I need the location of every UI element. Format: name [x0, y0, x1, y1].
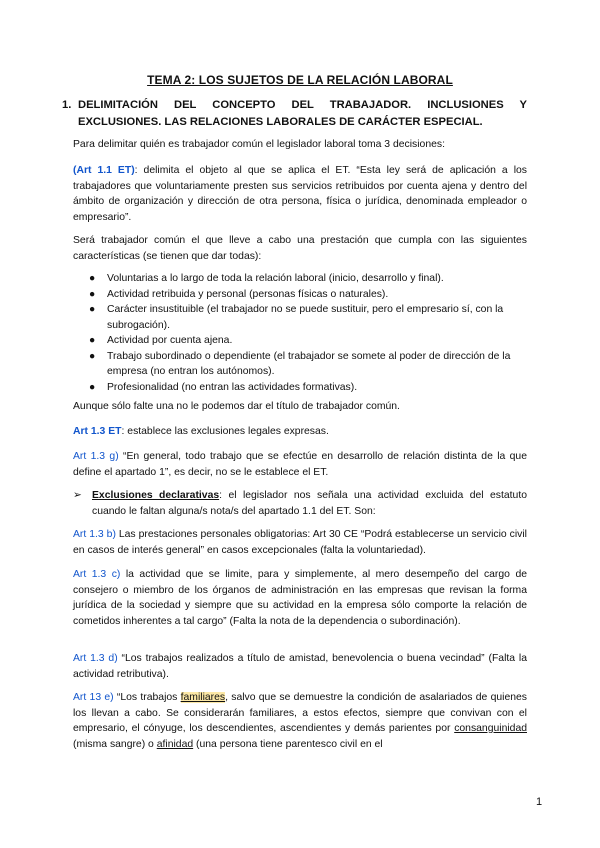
art-1-3-c-ref: Art 1.3 c) — [73, 569, 121, 580]
art-1-3-b-ref: Art 1.3 b) — [73, 529, 116, 540]
afinidad-term: afinidad — [156, 738, 194, 750]
list-item: ● Profesionalidad (no entran las actividades formativas). — [89, 380, 527, 396]
art-1-1-ref: (Art 1.1 ET) — [73, 165, 135, 176]
list-item: ● Carácter insustituible (el trabajador no se puede sustituir, pero el empresario sí, con la subrogación). — [89, 304, 504, 331]
aunque-paragraph: Aunque sólo falte una no le podemos dar el título de trabajador común. — [73, 401, 400, 412]
art-1-3-g-ref: Art 1.3 g) — [73, 451, 119, 462]
bullet-icon: ● — [89, 381, 96, 393]
art-1-3-paragraph: Art 1.3 ET: establece las exclusiones legales expresas. — [73, 426, 329, 437]
familiares-highlight: familiares — [180, 692, 226, 703]
list-item: ● Actividad retribuida y personal (personas físicas o naturales). — [89, 287, 527, 303]
bullet-icon: ● — [89, 304, 96, 315]
list-item: ● Voluntarias a lo largo de toda la relación laboral (inicio, desarrollo y final). — [89, 271, 527, 287]
consanguinidad-term: consanguinidad — [454, 723, 527, 734]
intro-paragraph: Para delimitar quién es trabajador común el legislador laboral toma 3 decisiones: — [73, 139, 445, 150]
arrow-bullet-icon: ➢ — [73, 490, 82, 501]
art-13-e-paragraph: Art 13 e) “Los trabajos familiares, salvo que se demuestre la condición de asalariados de quienes los llevan a cabo. Se considerarán familiares, a estos efectos, siempre que convivan con el empresario, el cónyuge, los descendientes, ascendientes y demás parientes por consanguinidad (misma sangre) o afinidad (una persona tiene parentesco civil en el — [73, 692, 527, 750]
art-13-e-ref: Art 13 e) — [73, 692, 114, 703]
bullet-icon: ● — [89, 335, 96, 346]
art-1-1-text: : delimita el objeto al que se aplica el ET. “Esta ley será de aplicación a los trabajadores que voluntariamente presten sus servicios retribuidos por cuenta ajena y dentro del ámbito de organización y dirección de otra persona, física o jurídica, denominada empleador o empresario”. — [73, 165, 527, 223]
characteristics-intro: Será trabajador común el que lleve a cabo una prestación que cumpla con las siguientes características (se tienen que dar todas): — [73, 235, 527, 262]
page-title: TEMA 2: LOS SUJETOS DE LA RELACIÓN LABORAL — [147, 73, 453, 87]
art-1-3-b-paragraph: Art 1.3 b) Las prestaciones personales obligatorias: Art 30 CE “Podrá establecerse un servicio civil en casos de interés general” en casos excepcionales (falta la voluntariedad). — [73, 529, 527, 556]
section-number: 1. — [62, 99, 72, 111]
exclusiones-label: Exclusiones declarativas — [92, 490, 220, 501]
bullet-icon: ● — [89, 288, 96, 300]
bullet-icon: ● — [89, 350, 96, 362]
characteristics-list — [89, 271, 527, 395]
art-1-3-ref: Art 1.3 ET — [73, 426, 122, 437]
art-1-3-d-paragraph: Art 1.3 d) “Los trabajos realizados a título de amistad, benevolencia o buena vecindad” (Falta la actividad retributiva). — [73, 653, 527, 680]
art-1-3-g-paragraph: Art 1.3 g) “En general, todo trabajo que se efectúe en desarrollo de relación distinta de la que define el apartado 1”, es decir, no se le establece el ET. — [73, 451, 527, 478]
section-heading — [62, 97, 527, 131]
page-number: 1 — [536, 796, 543, 808]
exclusiones-item: ➢ Exclusiones declarativas: el legislador nos señala una actividad excluida del estatuto cuando le faltan alguna/s nota/s del apartado 1.1 del ET. Son: — [73, 490, 528, 517]
bullet-icon: ● — [89, 273, 96, 284]
section-heading-text: DELIMITACIÓN DEL CONCEPTO DEL TRABAJADOR. INCLUSIONES Y EXCLUSIONES. LAS RELACIONES LABORALES DE CARÁCTER ESPECIAL. — [78, 99, 527, 128]
art-1-1-paragraph — [73, 163, 527, 225]
list-item: ● Trabajo subordinado o dependiente (el trabajador se somete al poder de dirección de la empresa (no entran los autónomos). — [89, 350, 511, 377]
list-item: ● Actividad por cuenta ajena. — [89, 333, 527, 349]
art-1-3-d-ref: Art 1.3 d) — [73, 653, 118, 664]
art-1-3-c-paragraph: Art 1.3 c) la actividad que se limite, para y simplemente, al mero desempeño del cargo de consejero o miembro de los órganos de administración en las empresas que revisan la forma jurídica de la sociedad y siempre que su actividad en la empresa sólo comporte la relación de cometidos inherentes a tal cargo” (Falta la nota de la dependencia o subordinación). — [73, 569, 527, 627]
